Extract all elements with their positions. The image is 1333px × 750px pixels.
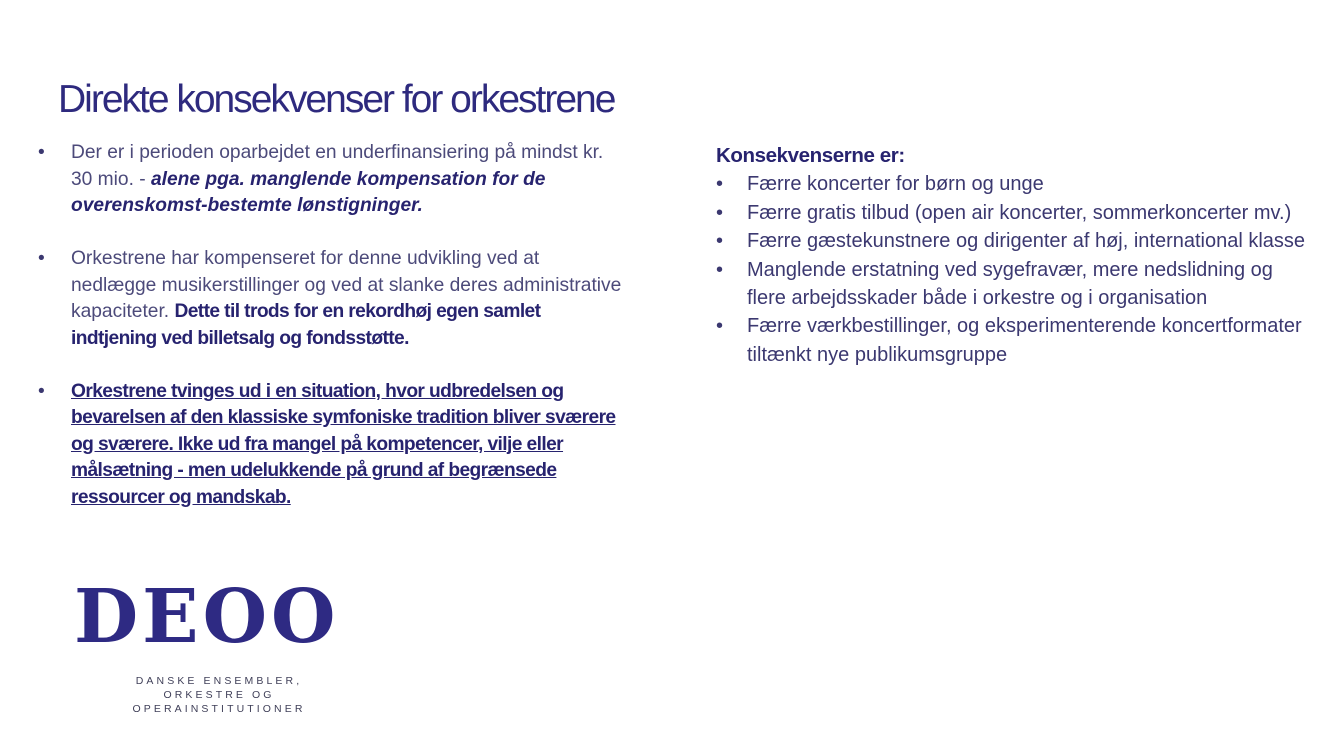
bullet-underfinancing [38,140,628,220]
bullet-marker: • [716,258,724,281]
logo-wordmark: DEOO [74,574,340,660]
list-item [716,170,1316,198]
bullet-marker: • [38,142,45,163]
consequences-heading: Konsekvenserne er: [716,144,905,167]
bullet-marker: • [38,248,45,269]
list-item-text: Færre koncerter for børn og unge [747,173,1044,196]
deoo-logo [74,572,364,716]
logo-tagline-line1: DANSKE ENSEMBLER, [135,675,303,687]
list-item-text: Færre gratis tilbud (open air koncerter, sommerkoncerter mv.) [747,201,1292,224]
bullet-marker: • [716,201,724,224]
bullet-text: Orkestrene har kompenseret for denne udvikling ved at nedlægge musikerstillinger og ved at slanke deres administrative kapaciteter. [71,248,622,322]
bullet-situation [38,379,628,512]
list-item-text: Manglende erstatning ved sygefravær, mere nedslidning og flere arbejdsskader både i orkestre og i organisation [747,258,1273,310]
bullet-text: Der er i perioden oparbejdet en underfinansiering på mindst kr. 30 mio. - [71,142,604,190]
list-item [716,227,1316,255]
bullet-marker: • [716,173,724,196]
bullet-compensation [38,246,628,352]
bullet-emphasis: Orkestrene tvinges ud i en situation, hvor udbredelsen og bevarelsen af den klassiske symfoniske tradition bliver sværere og sværere. Ikke ud fra mangel på kompetencer, vilje eller målsætning - men udelukkende på grund af begrænsede ressourcer og mandskab. [71,380,616,508]
bullet-marker: • [716,230,724,253]
consequences-list [716,142,1316,369]
slide-title: Direkte konsekvenser for orkestrene [58,78,615,122]
list-item-text: Færre værkbestillinger, og eksperimenterende koncertformater tiltænkt nye publikumsgruppe [747,315,1302,366]
bullet-emphasis: alene pga. manglende kompensation for de overenskomst-bestemte lønstigninger. [71,168,546,216]
bullet-emphasis: Dette til trods for en rekordhøj egen samlet indtjening ved billetsalg og fondsstøtte. [71,301,541,349]
left-bullet-list [38,140,628,538]
list-item [716,312,1316,369]
list-item [716,199,1316,227]
bullet-marker: • [716,315,724,338]
list-item [716,256,1316,313]
logo-tagline [74,674,364,716]
bullet-marker: • [38,380,45,402]
logo-tagline-line2: ORKESTRE OG OPERAINSTITUTIONER [132,689,306,715]
list-item-text: Færre gæstekunstnere og dirigenter af høj, international klasse [747,230,1306,253]
